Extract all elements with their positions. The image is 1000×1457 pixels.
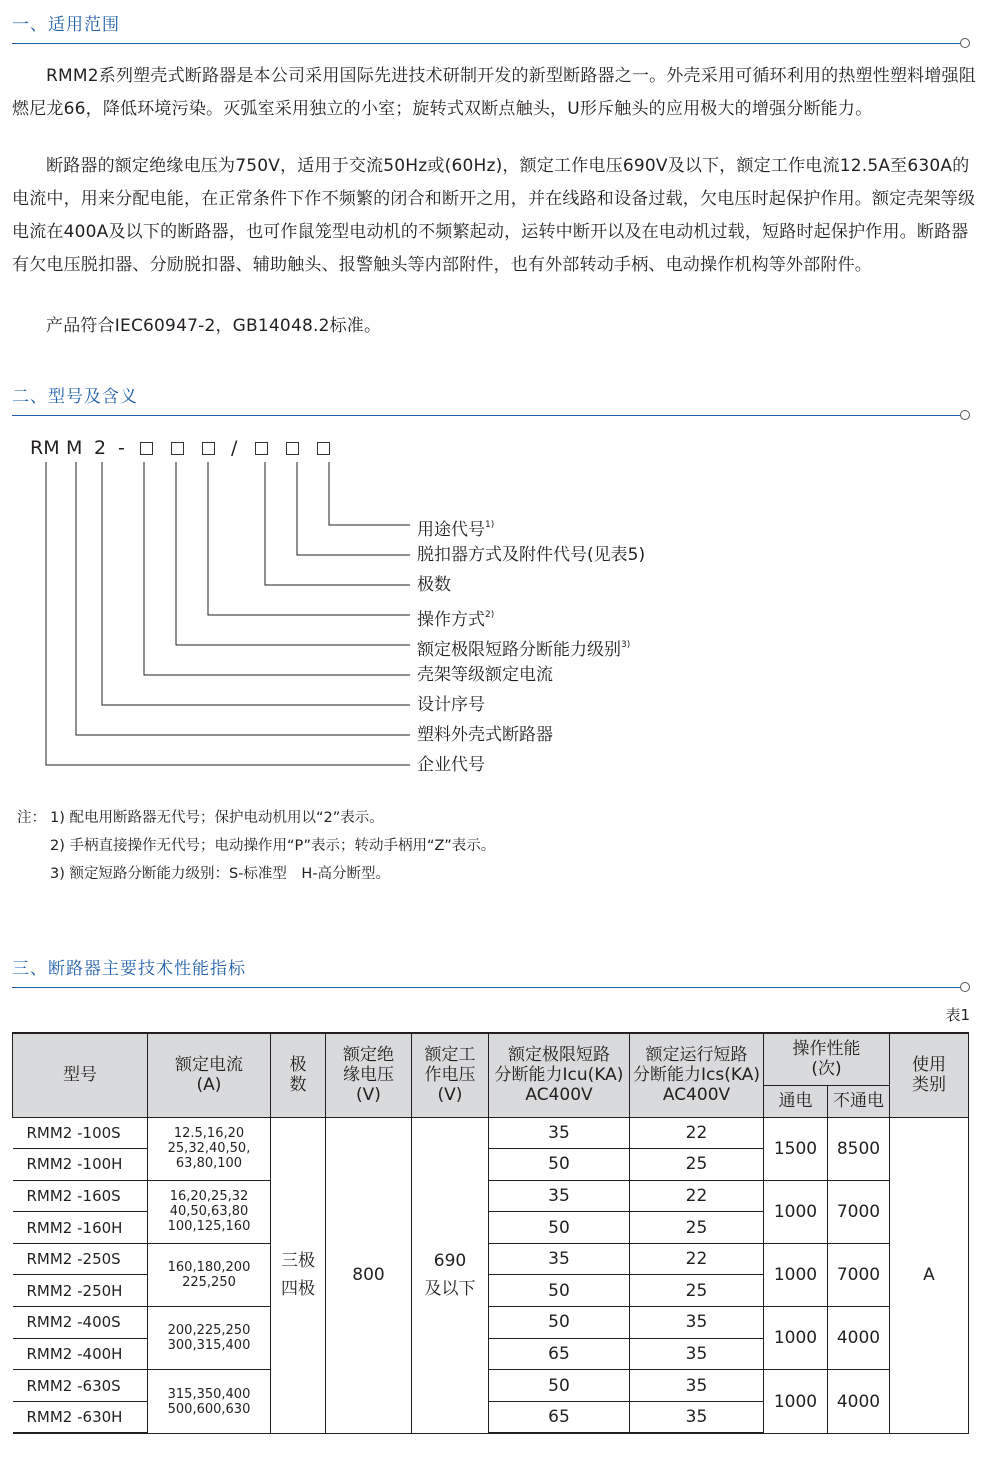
cell-ics: 35 [630, 1307, 764, 1339]
legend-usage-code: 用途代号$^{1)}$ [417, 520, 495, 540]
code-dash: - [118, 437, 125, 459]
cell-model: RMM2 -100H [13, 1149, 148, 1181]
cell-ics: 22 [630, 1243, 764, 1275]
cell-ops-powered: 1000 [764, 1243, 828, 1306]
header-icu: 额定极限短路 分断能力Icu(KA) AC400V [489, 1033, 630, 1117]
section-divider [12, 415, 960, 416]
legend-breaking-level: 额定极限短路分断能力级别$^{3)}$ [417, 640, 631, 660]
legend-frame-current: 壳架等级额定电流 [417, 665, 553, 685]
cell-ics: 25 [630, 1149, 764, 1181]
intro-paragraph-3: 产品符合IEC60947-2，GB14048.2标准。 [46, 316, 382, 336]
code-box-operation [202, 442, 215, 455]
cell-model: RMM2 -250H [13, 1275, 148, 1307]
cell-rated-current: 12.5,16,20 25,32,40,50, 63,80,100 [148, 1117, 271, 1180]
cell-ops-unpowered: 8500 [828, 1117, 890, 1180]
spec-table [12, 1032, 969, 1434]
header-insulation-voltage: 额定绝 缘电压 (V) [326, 1033, 412, 1117]
notes-lead: 注： [17, 810, 46, 826]
header-ics: 额定运行短路 分断能力Ics(KA) AC400V [630, 1033, 764, 1117]
intro-paragraph-2: 断路器的额定绝缘电压为750V，适用于交流50Hz或(60Hz)，额定工作电压690V及以下，额定工作电流12.5A至630A的电流中，用来分配电能，在正常条件下作不频繁的闭合和断开之用，并在线路和设备过载，欠电压时起保护作用。额定壳架等级电流在400A及以下的断路器，也可作鼠笼型电动机的不频繁起动，运转中断开以及在电动机过载，短路时起保护作用。断路器有欠电压脱扣器、分励脱扣器、辅助触头、报警触头等内部附件，也有外部转动手柄、电动操作机构等外部附件。 [12, 156, 976, 275]
table-number: 表1 [945, 1006, 970, 1024]
note-2: 2) 手柄直接操作无代号；电动操作用“P”表示；转动手柄用“Z”表示。 [50, 838, 496, 854]
cell-ics: 35 [630, 1370, 764, 1402]
note-1: 1) 配电用断路器无代号；保护电动机用以“2”表示。 [50, 810, 384, 826]
cell-ops-unpowered: 7000 [828, 1180, 890, 1243]
cell-model: RMM2 -630H [13, 1401, 148, 1433]
cell-ops-unpowered: 4000 [828, 1307, 890, 1370]
cell-icu: 50 [489, 1307, 630, 1339]
cell-model: RMM2 -630S [13, 1370, 148, 1402]
code-box-usage [317, 442, 330, 455]
note-3: 3) 额定短路分断能力级别：S-标准型 H-高分断型。 [50, 866, 391, 882]
cell-icu: 35 [489, 1117, 630, 1149]
code-box-breaking-level [171, 442, 184, 455]
section-divider [12, 987, 960, 988]
cell-ops-unpowered: 4000 [828, 1370, 890, 1434]
code-brand: RM [30, 437, 60, 459]
cell-rated-current: 315,350,400 500,600,630 [148, 1370, 271, 1434]
cell-ics: 25 [630, 1275, 764, 1307]
divider-end-circle-icon [960, 410, 970, 420]
section-title: 三、断路器主要技术性能指标 [12, 959, 246, 979]
model-code-leader-lines [0, 455, 420, 785]
code-box-release [286, 442, 299, 455]
legend-release-code: 脱扣器方式及附件代号(见表5) [417, 545, 646, 565]
legend-company-code: 企业代号 [417, 755, 485, 775]
header-model: 型号 [13, 1033, 148, 1117]
header-powered: 通电 [764, 1085, 828, 1117]
cell-icu: 50 [489, 1212, 630, 1244]
legend-product: 塑料外壳式断路器 [417, 725, 553, 745]
header-category: 使用 类别 [890, 1033, 969, 1117]
code-series: 2 [94, 437, 107, 459]
cell-ics: 22 [630, 1117, 764, 1149]
cell-model: RMM2 -160H [13, 1212, 148, 1244]
cell-icu: 50 [489, 1149, 630, 1181]
cell-ops-powered: 1500 [764, 1117, 828, 1180]
section-header-scope [12, 14, 970, 50]
cell-icu: 50 [489, 1275, 630, 1307]
cell-icu: 65 [489, 1338, 630, 1370]
cell-icu: 35 [489, 1243, 630, 1275]
cell-poles: 三极 四极 [271, 1117, 326, 1433]
cell-ics: 25 [630, 1212, 764, 1244]
code-slash: / [231, 437, 238, 459]
legend-operation: 操作方式$^{2)}$ [417, 610, 495, 630]
cell-category: A [890, 1117, 969, 1433]
cell-ics: 35 [630, 1338, 764, 1370]
legend-design-no: 设计序号 [417, 695, 485, 715]
intro-paragraph-1: RMM2系列塑壳式断路器是本公司采用国际先进技术研制开发的新型断路器之一。外壳采用可循环利用的热塑性塑料增强阻燃尼龙66，降低环境污染。灭弧室采用独立的小室；旋转式双断点触头，U形斥触头的应用极大的增强分断能力。 [12, 66, 976, 119]
cell-working-voltage: 690 及以下 [412, 1117, 489, 1433]
cell-model: RMM2 -400S [13, 1307, 148, 1339]
header-unpowered: 不通电 [828, 1085, 890, 1117]
cell-model: RMM2 -400H [13, 1338, 148, 1370]
cell-ics: 22 [630, 1180, 764, 1212]
cell-ics: 35 [630, 1401, 764, 1433]
divider-end-circle-icon [960, 38, 970, 48]
cell-model: RMM2 -160S [13, 1180, 148, 1212]
cell-insulation-voltage: 800 [326, 1117, 412, 1433]
cell-rated-current: 16,20,25,32 40,50,63,80 100,125,160 [148, 1180, 271, 1243]
cell-ops-powered: 1000 [764, 1180, 828, 1243]
section-title: 一、适用范围 [12, 15, 120, 35]
cell-ops-powered: 1000 [764, 1370, 828, 1434]
code-type: M [66, 437, 83, 459]
header-poles: 极 数 [271, 1033, 326, 1117]
section-header-specs [12, 958, 970, 994]
header-rated-current: 额定电流 (A) [148, 1033, 271, 1117]
header-working-voltage: 额定工 作电压 (V) [412, 1033, 489, 1117]
cell-ops-unpowered: 7000 [828, 1243, 890, 1306]
section-header-model [12, 386, 970, 422]
cell-icu: 35 [489, 1180, 630, 1212]
divider-end-circle-icon [960, 982, 970, 992]
cell-icu: 50 [489, 1370, 630, 1402]
cell-rated-current: 200,225,250 300,315,400 [148, 1307, 271, 1370]
cell-ops-powered: 1000 [764, 1307, 828, 1370]
cell-rated-current: 160,180,200 225,250 [148, 1243, 271, 1306]
code-box-poles [255, 442, 268, 455]
cell-model: RMM2 -250S [13, 1243, 148, 1275]
header-operation-performance: 操作性能 (次) [764, 1033, 890, 1085]
cell-model: RMM2 -100S [13, 1117, 148, 1149]
section-title: 二、型号及含义 [12, 387, 138, 407]
code-box-frame-current [140, 442, 153, 455]
legend-poles: 极数 [417, 575, 451, 595]
section-divider [12, 43, 960, 44]
cell-icu: 65 [489, 1401, 630, 1433]
